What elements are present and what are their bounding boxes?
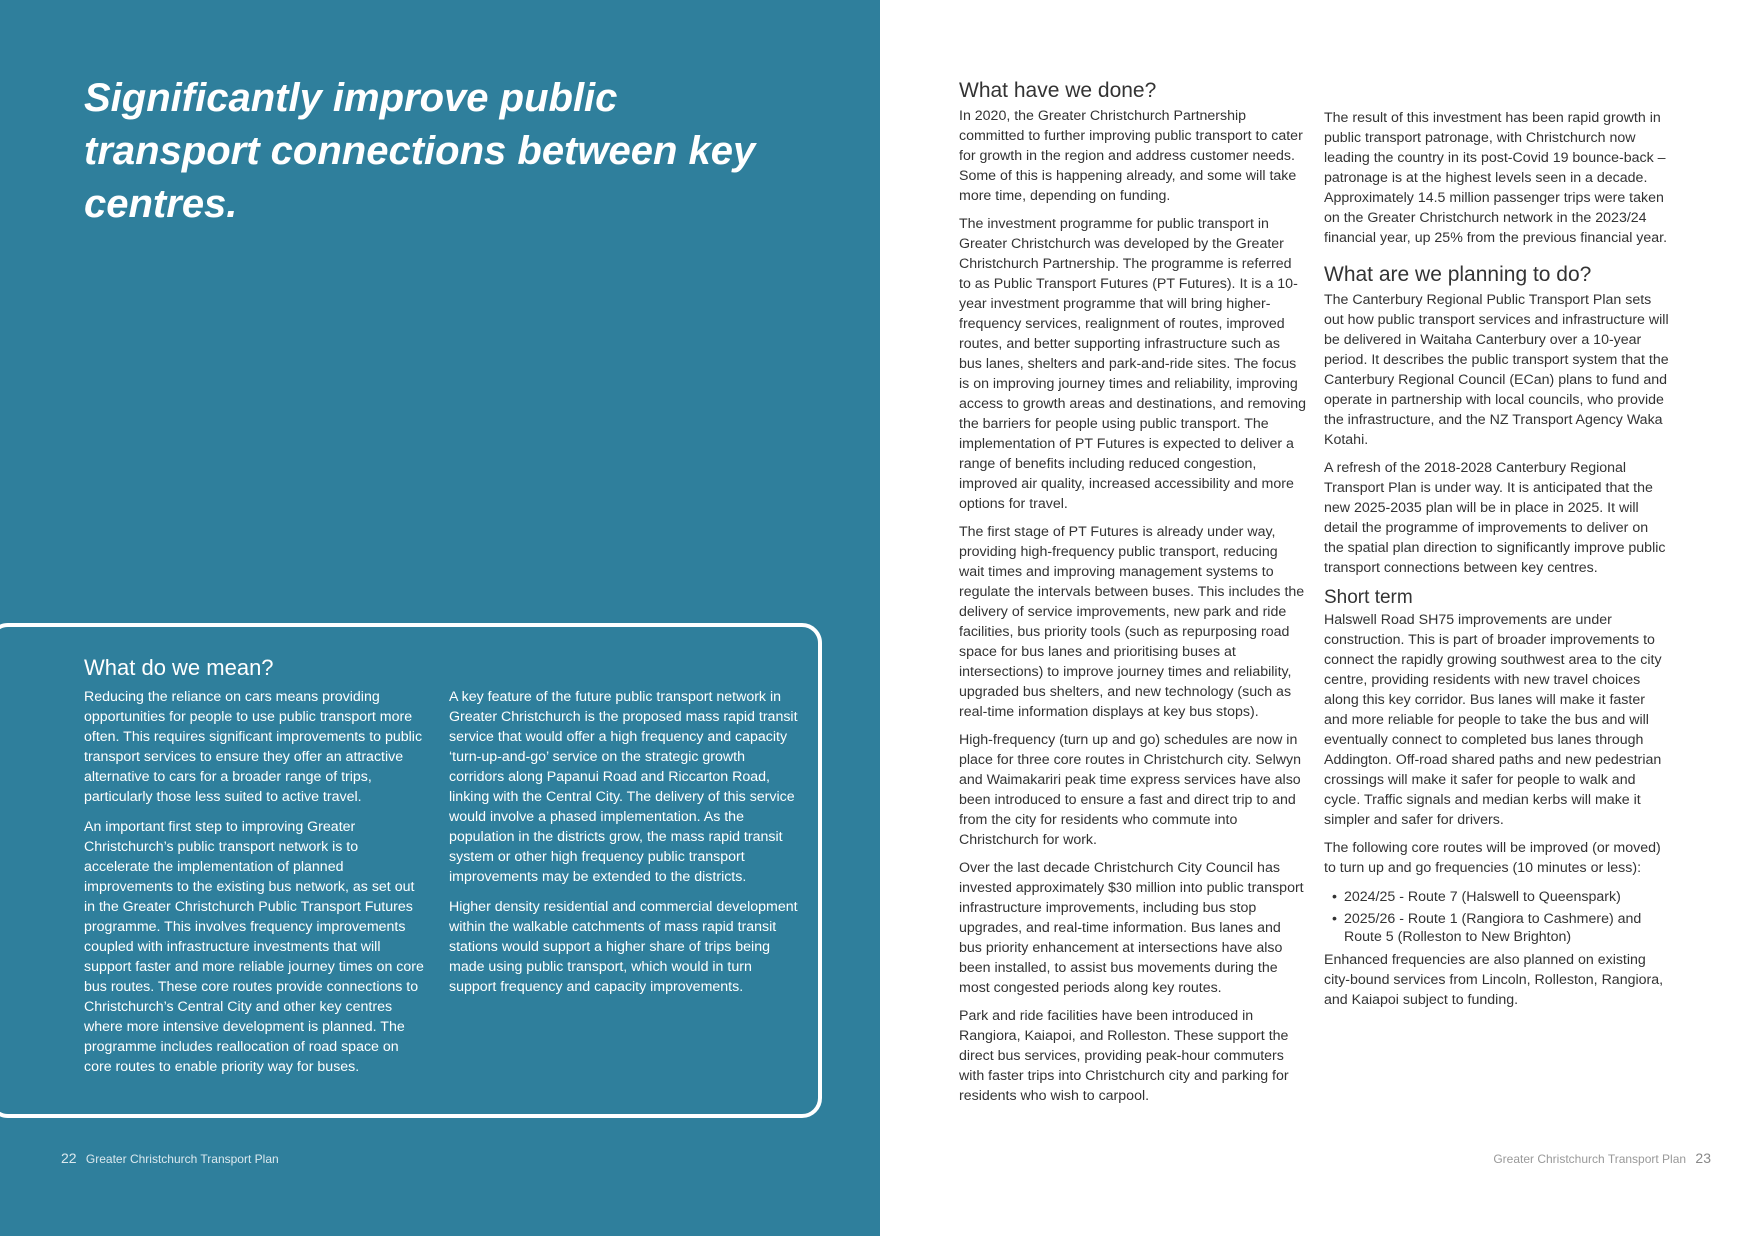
paragraph: The first stage of PT Futures is already under way, providing high-frequency public transport, reducing wait times and improving management systems to regulate the intervals between buses. This includes the delivery of service improvements, new park and ride facilities, bus priority tools (such as repurposing road space for bus lanes and prioritising buses at intersections) to improve journey times and reliability, upgraded bus shelters, and new technology (such as real-time information displays at key bus stops). [959,524,1305,720]
paragraph: The result of this investment has been rapid growth in public transport patronage, with Christchurch now leading the country in its post-Covid 19 bounce-back – patronage is at the highest levels seen in a decade. Approximately 14.5 million passenger trips were taken on the Greater Christchurch network in the 2023/24 financial year, up 25% from the previous financial year. [1324,110,1668,246]
paragraph: A refresh of the 2018-2028 Canterbury Regional Transport Plan is under way. It is anticipated that the new 2025-2035 plan will be in place in 2025. It will detail the programme of improvements to deliver on the spatial plan direction to significantly improve public transport connections between key centres. [1324,460,1666,576]
right-column-2 [1324,78,1669,1018]
bullet-icon: • [1332,889,1337,905]
plan-heading: What are we planning to do? [1324,263,1592,286]
paragraph: The Canterbury Regional Public Transport Plan sets out how public transport services and infrastructure will be delivered in Waitaha Canterbury over a 10-year period. It describes the public transport system that the Canterbury Regional Council (ECan) plans to fund and operate in partnership with local councils, who provide the infrastructure, and the NZ Transport Agency Waka Kotahi. [1324,292,1669,448]
right-column-1 [959,78,1306,1114]
paragraph: An important first step to improving Greater Christchurch’s public transport network is to accelerate the implementation of planned improvements to the existing bus network, as set out in the Greater Christchurch Public Transport Futures programme. This involves frequency improvements coupled with infrastructure investments that will support faster and more reliable journey times on core bus routes. These core routes provide connections to Christchurch’s Central City and other key centres where more intensive development is planned. The programme includes reallocation of road space on core routes to enable priority way for buses. [84,819,424,1075]
list-item-text: 2024/25 - Route 7 (Halswell to Queenspark) [1344,889,1621,905]
done-heading: What have we done? [959,79,1157,102]
list-item [1324,888,1669,906]
paragraph: A key feature of the future public transport network in Greater Christchurch is the proposed mass rapid transit service that would offer a high frequency and capacity ‘turn-up-and-go’ service on the strategic growth corridors along Papanui Road and Riccarton Road, linking with the Central City. The delivery of this service would involve a phased implementation. As the population in the districts grow, the mass rapid transit system or other high frequency public transport improvements may be extended to the districts. [449,689,798,885]
mean-column-1 [84,687,424,1087]
paragraph: Over the last decade Christchurch City Council has invested approximately $30 million into public transport infrastructure improvements, including bus stop upgrades, and real-time information. Bus lanes and bus priority enhancement at intersections have also been installed, to assist bus movements during the most congested periods along key routes. [959,860,1304,996]
list-item-text: 2025/26 - Route 1 (Rangiora to Cashmere) and Route 5 (Rolleston to New Brighton) [1344,911,1642,945]
paragraph: Enhanced frequencies are also planned on existing city-bound services from Lincoln, Rolleston, Rangiora, and Kaiapoi subject to funding. [1324,952,1664,1008]
page-number: 23 [1695,1150,1711,1166]
hero-title: Significantly improve public transport connections between key centres. [84,76,756,226]
paragraph: The investment programme for public transport in Greater Christchurch was developed by the Greater Christchurch Partnership. The programme is referred to as Public Transport Futures (PT Futures). It is a 10-year investment programme that will bring higher-frequency services, realignment of routes, improved routes, and better supporting infrastructure such as bus lanes, shelters and park-and-ride sites. The focus is on improving journey times and reliability, improving access to growth areas and destinations, and removing the barriers for people using public transport. The implementation of PT Futures is expected to deliver a range of benefits including reduced congestion, improved air quality, increased accessibility and more options for travel. [959,216,1307,512]
mean-column-2 [449,687,799,1007]
paragraph: High-frequency (turn up and go) schedules are now in place for three core routes in Christchurch city. Selwyn and Waimakariri peak time express services have also been introduced to ensure a fast and direct trip to and from the city for residents who commute into Christchurch for work. [959,732,1301,848]
footer-title: Greater Christchurch Transport Plan [85,1152,279,1166]
routes-list [1324,888,1669,946]
mean-heading: What do we mean? [84,655,274,680]
paragraph: Reducing the reliance on cars means providing opportunities for people to use public transport more often. This requires significant improvements to public transport services to ensure they offer an attractive alternative to cars for a broader range of trips, particularly those less suited to active travel. [84,689,423,805]
paragraph: Higher density residential and commercial development within the walkable catchments of mass rapid transit stations would support a higher share of trips being made using public transport, which would in turn support frequency and capacity improvements. [449,899,798,995]
right-page [880,0,1748,1236]
bullet-icon: • [1332,911,1337,927]
paragraph: The following core routes will be improved (or moved) to turn up and go frequencies (10 minutes or less): [1324,840,1661,876]
paragraph: Halswell Road SH75 improvements are under construction. This is part of broader improvements to connect the rapidly growing southwest area to the city centre, providing residents with new travel choices along this key corridor. Bus lanes will make it faster and more reliable for people to take the bus and will eventually connect to completed bus lanes through Addington. Off-road shared paths and new pedestrian crossings will make it safer for people to walk and cycle. Traffic signals and median kerbs will make it simpler and safer for drivers. [1324,612,1662,828]
footer-left [61,1150,279,1166]
footer-title: Greater Christchurch Transport Plan [1493,1152,1687,1166]
paragraph: In 2020, the Greater Christchurch Partnership committed to further improving public transport to cater for growth in the region and address customer needs. Some of this is happening already, and some will take more time, depending on funding. [959,108,1303,204]
short-term-heading: Short term [1324,587,1413,608]
footer-right [1493,1150,1711,1166]
list-item [1324,910,1669,946]
page-number: 22 [61,1150,77,1166]
paragraph: Park and ride facilities have been introduced in Rangiora, Kaiapoi, and Rolleston. These support the direct bus services, providing peak-hour commuters with faster trips into Christchurch city and parking for residents who wish to carpool. [959,1008,1289,1104]
